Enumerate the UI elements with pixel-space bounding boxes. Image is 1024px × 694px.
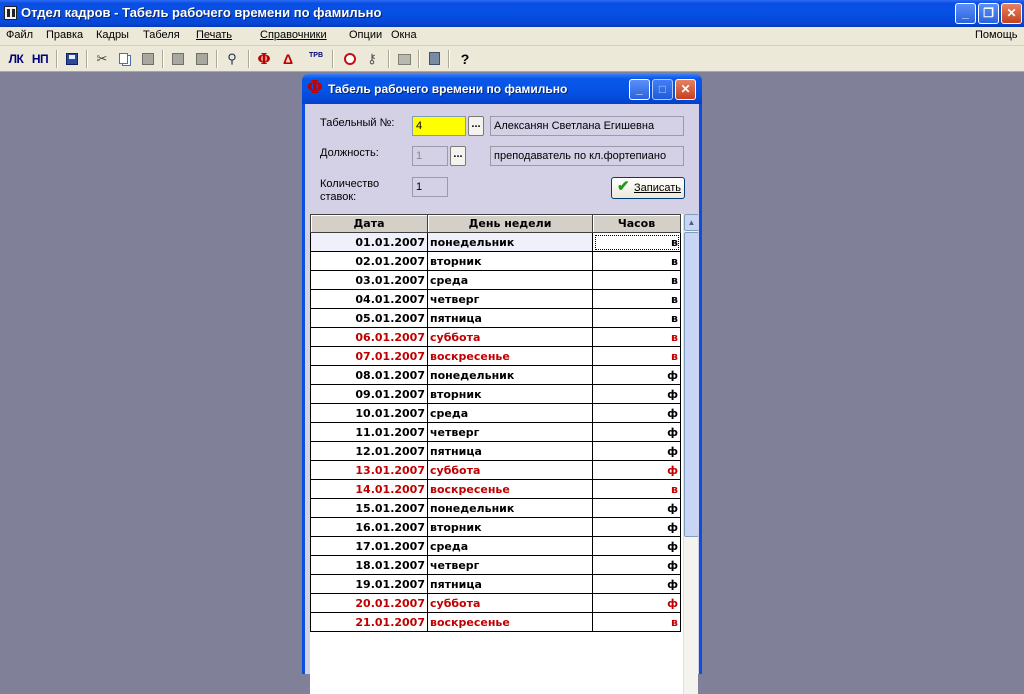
- table-row[interactable]: [311, 233, 681, 252]
- copy-button[interactable]: [114, 49, 134, 69]
- toolbar-separator: [86, 50, 88, 68]
- hours-cell[interactable]: ф: [593, 575, 681, 594]
- table-row[interactable]: [311, 575, 681, 594]
- day-cell[interactable]: понедельник: [428, 233, 593, 252]
- date-cell[interactable]: 01.01.2007: [311, 233, 428, 252]
- clock-button[interactable]: [340, 49, 360, 69]
- toolbar-separator: [418, 50, 420, 68]
- date-cell[interactable]: 05.01.2007: [311, 309, 428, 328]
- date-cell[interactable]: 21.01.2007: [311, 613, 428, 632]
- day-cell[interactable]: пятница: [428, 442, 593, 461]
- column-header-date[interactable]: Дата: [311, 215, 428, 233]
- timesheet-grid[interactable]: [310, 214, 698, 694]
- key-icon: ⚷: [367, 51, 377, 66]
- delete-icon: [196, 53, 208, 65]
- position-label: Должность:: [320, 147, 379, 159]
- scroll-up-button[interactable]: [684, 214, 698, 231]
- lk-button[interactable]: ЛК: [8, 52, 24, 66]
- phi-icon: Φ: [307, 77, 323, 98]
- main-title-bar[interactable]: [0, 0, 1024, 27]
- table-row[interactable]: [311, 347, 681, 366]
- save-button[interactable]: [611, 177, 685, 199]
- day-cell[interactable]: вторник: [428, 252, 593, 271]
- table-row[interactable]: [311, 309, 681, 328]
- copy-icon: [119, 53, 128, 64]
- dialog-title: Табель рабочего времени по фамильно: [328, 82, 568, 96]
- position-code-input[interactable]: 1: [412, 146, 448, 166]
- date-cell[interactable]: 02.01.2007: [311, 252, 428, 271]
- dialog-minimize-button[interactable]: [629, 79, 650, 100]
- minimize-icon: _: [962, 6, 969, 20]
- day-cell[interactable]: четверг: [428, 290, 593, 309]
- position-name-field: преподаватель по кл.фортепиано: [490, 146, 684, 166]
- save-toolbar-button[interactable]: [62, 49, 82, 69]
- hours-cell[interactable]: ф: [593, 461, 681, 480]
- scroll-thumb[interactable]: [684, 232, 698, 537]
- toolbar-separator: [56, 50, 58, 68]
- phi-button[interactable]: [254, 49, 274, 69]
- date-cell[interactable]: 09.01.2007: [311, 385, 428, 404]
- table-row[interactable]: [311, 518, 681, 537]
- hours-cell[interactable]: в: [593, 233, 681, 252]
- position-lookup-button[interactable]: ...: [450, 146, 466, 166]
- table-header-row: [311, 215, 681, 233]
- day-cell[interactable]: воскресенье: [428, 347, 593, 366]
- hours-cell[interactable]: в: [593, 480, 681, 499]
- day-cell[interactable]: суббота: [428, 594, 593, 613]
- menu-options[interactable]: Опции: [349, 29, 383, 41]
- date-cell[interactable]: 11.01.2007: [311, 423, 428, 442]
- image-icon: [398, 54, 411, 65]
- paste-button[interactable]: [138, 49, 158, 69]
- hours-cell[interactable]: ф: [593, 594, 681, 613]
- close-icon: ✕: [1006, 6, 1017, 20]
- restore-button[interactable]: [978, 3, 999, 24]
- restore-icon: ❐: [983, 6, 994, 20]
- tab-number-input[interactable]: 4: [412, 116, 466, 136]
- toolbar-separator: [332, 50, 334, 68]
- delta-icon: Δ: [282, 51, 294, 67]
- hours-cell[interactable]: в: [593, 613, 681, 632]
- employee-name-field: Алексанян Светлана Егишевна: [490, 116, 684, 136]
- hours-cell[interactable]: ф: [593, 385, 681, 404]
- date-cell[interactable]: 04.01.2007: [311, 290, 428, 309]
- day-cell[interactable]: среда: [428, 537, 593, 556]
- key-button[interactable]: [362, 49, 382, 69]
- checkmark-icon: ✔: [617, 178, 630, 195]
- menu-tabels[interactable]: Табеля: [143, 29, 180, 41]
- day-cell[interactable]: вторник: [428, 385, 593, 404]
- hours-cell[interactable]: ф: [593, 537, 681, 556]
- table-row[interactable]: [311, 252, 681, 271]
- column-header-day[interactable]: День недели: [428, 215, 593, 233]
- table-row[interactable]: [311, 290, 681, 309]
- tab-number-label: Табельный №:: [320, 117, 395, 129]
- paste-icon: [142, 53, 154, 65]
- dialog-close-button[interactable]: [675, 79, 696, 100]
- help-icon: ?: [460, 51, 470, 67]
- hours-cell[interactable]: ф: [593, 518, 681, 537]
- date-cell[interactable]: 15.01.2007: [311, 499, 428, 518]
- app-icon[interactable]: [4, 6, 17, 20]
- print-button[interactable]: [168, 49, 188, 69]
- table-row[interactable]: [311, 366, 681, 385]
- phi-icon: Φ: [257, 50, 271, 68]
- date-cell[interactable]: 03.01.2007: [311, 271, 428, 290]
- day-cell[interactable]: четверг: [428, 556, 593, 575]
- toolbar-separator: [388, 50, 390, 68]
- np-button[interactable]: НП: [31, 52, 49, 66]
- table-row[interactable]: [311, 499, 681, 518]
- table-row[interactable]: [311, 480, 681, 499]
- toolbar-separator: [448, 50, 450, 68]
- menu-refs[interactable]: Справочники: [260, 29, 327, 41]
- trv-icon: ТРВ: [309, 52, 323, 59]
- clock-icon: [344, 53, 356, 65]
- calculator-icon: [429, 52, 440, 65]
- hours-cell[interactable]: ф: [593, 556, 681, 575]
- vertical-scrollbar[interactable]: [683, 214, 698, 694]
- day-cell[interactable]: среда: [428, 404, 593, 423]
- date-cell[interactable]: 19.01.2007: [311, 575, 428, 594]
- toolbar-separator: [162, 50, 164, 68]
- table-row[interactable]: [311, 556, 681, 575]
- hours-cell[interactable]: ф: [593, 366, 681, 385]
- date-cell[interactable]: 14.01.2007: [311, 480, 428, 499]
- date-cell[interactable]: 10.01.2007: [311, 404, 428, 423]
- hours-cell[interactable]: в: [593, 290, 681, 309]
- table-row[interactable]: [311, 613, 681, 632]
- hours-cell[interactable]: в: [593, 271, 681, 290]
- day-cell[interactable]: воскресенье: [428, 613, 593, 632]
- day-cell[interactable]: четверг: [428, 423, 593, 442]
- menu-staff[interactable]: Кадры: [96, 29, 129, 41]
- menu-edit[interactable]: Правка: [46, 29, 84, 41]
- table-row[interactable]: [311, 594, 681, 613]
- close-button[interactable]: [1001, 3, 1022, 24]
- hours-cell[interactable]: в: [593, 309, 681, 328]
- dialog-maximize-button[interactable]: [652, 79, 673, 100]
- dialog-title-bar[interactable]: [302, 74, 702, 104]
- table-row[interactable]: [311, 404, 681, 423]
- day-cell[interactable]: понедельник: [428, 499, 593, 518]
- print-icon: [172, 53, 184, 65]
- rates-label-line2: ставок:: [320, 191, 357, 203]
- date-cell[interactable]: 16.01.2007: [311, 518, 428, 537]
- menu-bar: [0, 27, 1024, 46]
- date-cell[interactable]: 17.01.2007: [311, 537, 428, 556]
- day-cell[interactable]: пятница: [428, 575, 593, 594]
- table-row[interactable]: [311, 461, 681, 480]
- hours-cell[interactable]: в: [593, 252, 681, 271]
- hours-cell[interactable]: в: [593, 328, 681, 347]
- menu-file[interactable]: Файл: [6, 29, 34, 41]
- delta-button[interactable]: [278, 49, 298, 69]
- date-cell[interactable]: 07.01.2007: [311, 347, 428, 366]
- minimize-icon: _: [636, 82, 643, 96]
- toolbar: [0, 46, 1024, 72]
- date-cell[interactable]: 12.01.2007: [311, 442, 428, 461]
- delete-button[interactable]: [192, 49, 212, 69]
- table-row[interactable]: [311, 271, 681, 290]
- toolbar-separator: [216, 50, 218, 68]
- hours-cell[interactable]: ф: [593, 404, 681, 423]
- timesheet-dialog: [302, 74, 702, 674]
- table-row[interactable]: [311, 537, 681, 556]
- calculator-button[interactable]: [424, 49, 444, 69]
- rates-input[interactable]: 1: [412, 177, 448, 197]
- find-button[interactable]: [222, 49, 242, 69]
- day-cell[interactable]: пятница: [428, 309, 593, 328]
- day-cell[interactable]: суббота: [428, 461, 593, 480]
- save-icon: [66, 53, 78, 65]
- day-cell[interactable]: воскресенье: [428, 480, 593, 499]
- column-header-hours[interactable]: Часов: [593, 215, 681, 233]
- tab-number-lookup-button[interactable]: ...: [468, 116, 484, 136]
- close-icon: ✕: [680, 82, 691, 96]
- table-row[interactable]: [311, 423, 681, 442]
- trv-button[interactable]: [306, 49, 326, 69]
- menu-help[interactable]: Помощь: [975, 29, 1018, 41]
- window-title: Отдел кадров - Табель рабочего времени по фамильно: [21, 5, 382, 20]
- date-cell[interactable]: 20.01.2007: [311, 594, 428, 613]
- hours-cell[interactable]: ф: [593, 423, 681, 442]
- help-button[interactable]: [455, 49, 475, 69]
- binoculars-icon: ⚲: [227, 51, 237, 66]
- day-cell[interactable]: среда: [428, 271, 593, 290]
- date-cell[interactable]: 13.01.2007: [311, 461, 428, 480]
- cut-button[interactable]: [92, 49, 112, 69]
- date-cell[interactable]: 18.01.2007: [311, 556, 428, 575]
- scroll-up-icon: ▲: [687, 218, 696, 227]
- hours-cell[interactable]: в: [593, 347, 681, 366]
- menu-windows[interactable]: Окна: [391, 29, 417, 41]
- minimize-button[interactable]: [955, 3, 976, 24]
- timesheet-table: [310, 214, 681, 632]
- hours-cell[interactable]: ф: [593, 499, 681, 518]
- hours-cell[interactable]: ф: [593, 442, 681, 461]
- maximize-icon: □: [658, 82, 667, 96]
- image-button[interactable]: [394, 49, 414, 69]
- day-cell[interactable]: вторник: [428, 518, 593, 537]
- table-row[interactable]: [311, 442, 681, 461]
- date-cell[interactable]: 08.01.2007: [311, 366, 428, 385]
- save-button-label: Записать: [634, 182, 682, 194]
- rates-label-line1: Количество: [320, 178, 380, 190]
- date-cell[interactable]: 06.01.2007: [311, 328, 428, 347]
- cut-icon: ✂: [96, 51, 108, 66]
- toolbar-separator: [248, 50, 250, 68]
- table-row[interactable]: [311, 385, 681, 404]
- menu-print[interactable]: Печать: [196, 29, 233, 41]
- day-cell[interactable]: суббота: [428, 328, 593, 347]
- day-cell[interactable]: понедельник: [428, 366, 593, 385]
- table-row[interactable]: [311, 328, 681, 347]
